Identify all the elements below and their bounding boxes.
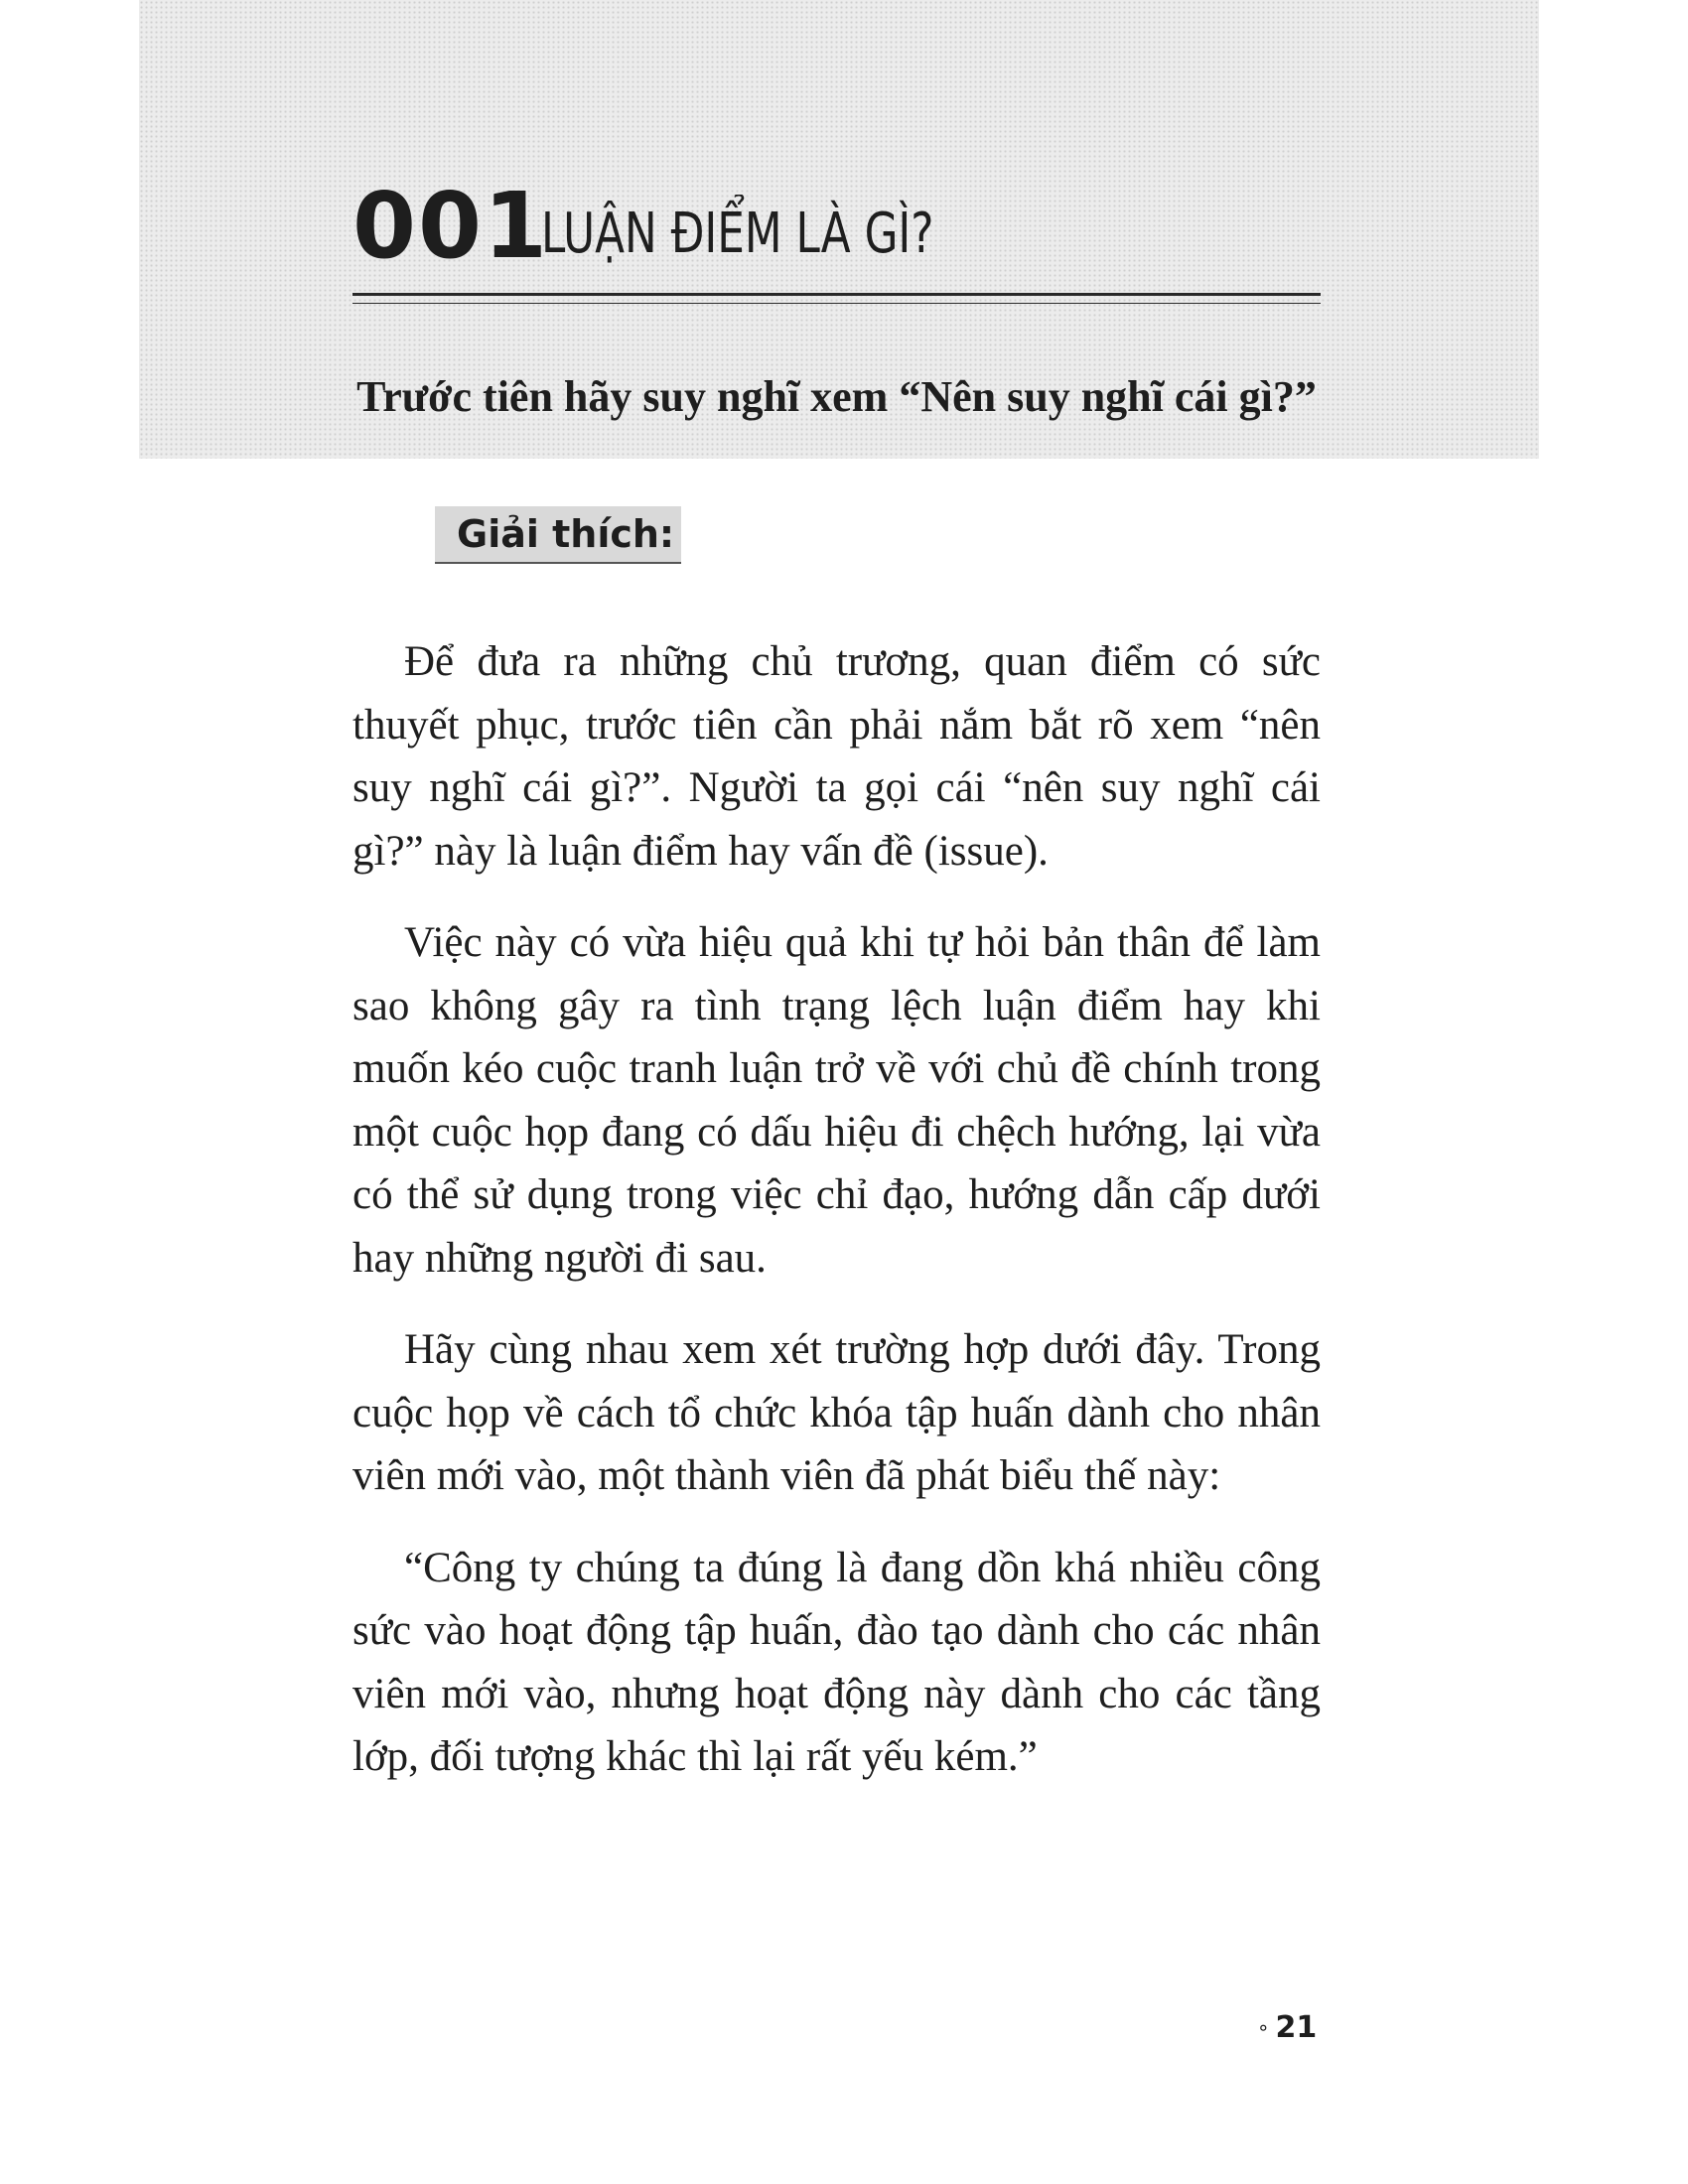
body-text xyxy=(352,630,1321,1818)
chapter-heading xyxy=(352,173,1321,286)
chapter-subtitle: Trước tiên hãy suy nghĩ xem “Nên suy nghĩ cái gì?” xyxy=(356,372,1317,421)
page-bullet-icon: ∘ xyxy=(1257,2015,1270,2039)
chapter-number: 001 xyxy=(352,173,550,279)
paragraph-3: Hãy cùng nhau xem xét trường hợp dưới đây. Trong cuộc họp về cách tổ chức khóa tập huấn dành cho nhân viên mới vào, một thành viên đã phát biểu thế này: xyxy=(352,1326,1321,1499)
paragraph-1: Để đưa ra những chủ trương, quan điểm có sức thuyết phục, trước tiên cần phải nắm bắt rõ xem “nên suy nghĩ cái gì?”. Người ta gọi cái “nên suy nghĩ cái gì?” này là luận điểm hay vấn đề (issue). xyxy=(352,638,1321,875)
section-label-box xyxy=(435,506,681,564)
section-label: Giải thích: xyxy=(457,512,675,556)
page-number xyxy=(1257,2007,1317,2048)
paragraph-4: “Công ty chúng ta đúng là đang dồn khá nhiều công sức vào hoạt động tập huấn, đào tạo dành cho các nhân viên mới vào, nhưng hoạt động này dành cho các tầng lớp, đối tượng khác thì lại rất yếu kém.” xyxy=(352,1544,1321,1780)
paragraph-2: Việc này có vừa hiệu quả khi tự hỏi bản thân để làm sao không gây ra tình trạng lệch luận điểm hay khi muốn kéo cuộc tranh luận trở về với chủ đề chính trong một cuộc họp đang có dấu hiệu đi chệch hướng, lại vừa có thể sử dụng trong việc chỉ đạo, hướng dẫn cấp dưới hay những người đi sau. xyxy=(352,919,1321,1282)
page-number-value: 21 xyxy=(1275,2010,1318,2045)
chapter-title: LUẬN ĐIỂM LÀ GÌ? xyxy=(541,202,934,266)
chapter-title-rule xyxy=(352,293,1321,304)
